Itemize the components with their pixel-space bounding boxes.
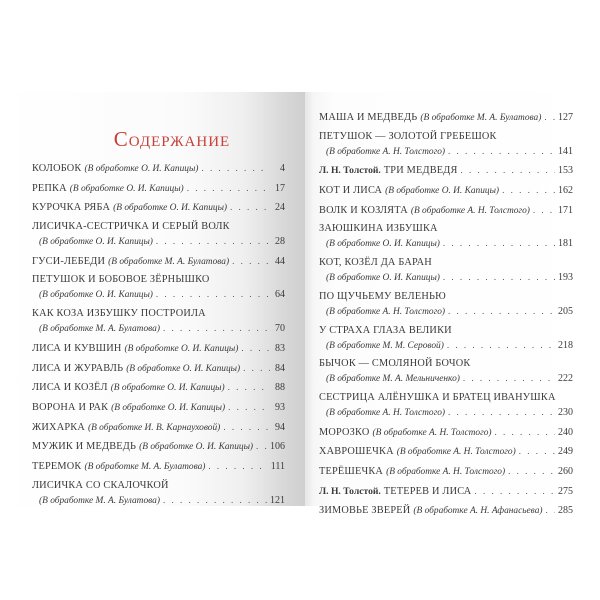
toc-line bbox=[319, 222, 573, 236]
leader-dots bbox=[508, 464, 555, 478]
toc-entry[interactable] bbox=[319, 484, 573, 499]
leader-dots bbox=[447, 338, 555, 352]
leader-dots bbox=[156, 287, 270, 301]
toc-page-number: 4 bbox=[280, 163, 285, 174]
toc-entry[interactable] bbox=[319, 222, 573, 251]
toc-page-number: 162 bbox=[558, 185, 573, 197]
toc-entry[interactable] bbox=[32, 181, 285, 196]
toc-line bbox=[319, 256, 573, 270]
toc-title: ТЕТЕРЕВ И ЛИСА bbox=[383, 485, 472, 497]
toc-entry[interactable] bbox=[319, 503, 573, 518]
toc-adapted: (В обработке М. М. Серовой) bbox=[326, 340, 444, 351]
toc-page-number: 94 bbox=[275, 421, 285, 433]
toc-adapted: (В обработке О. И. Капицы) bbox=[110, 383, 225, 394]
leader-dots bbox=[228, 380, 270, 394]
toc-title: ВОРОНА И РАК bbox=[32, 401, 109, 413]
leader-dots bbox=[232, 254, 270, 268]
leader-dots bbox=[443, 270, 555, 284]
toc-title: МОРОЗКО bbox=[319, 426, 370, 438]
toc-adapted: (В обработке М. А. Булатова) bbox=[84, 461, 206, 472]
toc-entry[interactable] bbox=[32, 361, 285, 376]
toc-line bbox=[32, 341, 285, 356]
toc-adapted: (В обработке М. А. Булатова) bbox=[420, 113, 542, 123]
toc-page-number: 106 bbox=[270, 441, 285, 453]
toc-line bbox=[319, 163, 573, 178]
toc-title: КАК КОЗА ИЗБУШКУ ПОСТРОИЛА bbox=[32, 308, 206, 320]
toc-title: КОЛОБОК bbox=[32, 163, 82, 174]
toc-adapted: (В обработке А. Н. Толстого) bbox=[396, 447, 516, 458]
leader-dots bbox=[461, 163, 555, 177]
toc-adapted: (В обработке О. И. Капицы) bbox=[39, 290, 153, 301]
leader-dots bbox=[156, 234, 270, 248]
toc-page-number: 249 bbox=[558, 446, 573, 458]
leader-dots bbox=[546, 503, 556, 517]
leader-dots bbox=[223, 420, 270, 434]
toc-title: КОТ И ЛИСА bbox=[319, 185, 383, 197]
toc-line bbox=[319, 144, 573, 159]
toc-line bbox=[32, 493, 285, 508]
toc-page-number: 84 bbox=[275, 362, 285, 374]
toc-adapted: (В обработке М. А. Булатова) bbox=[108, 256, 230, 267]
leader-dots bbox=[241, 341, 270, 355]
toc-entry[interactable] bbox=[319, 256, 573, 285]
toc-entry[interactable] bbox=[32, 479, 285, 508]
toc-page-number: 230 bbox=[558, 406, 573, 418]
toc-adapted: (В обработке А. Н. Толстого) bbox=[410, 205, 530, 216]
toc-adapted: (В обработке М. А. Мельниченко) bbox=[326, 374, 460, 385]
leader-dots bbox=[187, 181, 270, 195]
toc-line bbox=[32, 459, 285, 474]
toc-page-number: 275 bbox=[558, 485, 573, 497]
toc-adapted: (В обработке М. А. Булатова) bbox=[39, 324, 160, 335]
toc-line bbox=[319, 371, 573, 386]
toc-adapted: (В обработке А. Н. Толстого) bbox=[326, 146, 446, 157]
leader-dots bbox=[502, 183, 555, 197]
leader-dots bbox=[533, 203, 555, 217]
toc-title: ХАВРОШЕЧКА bbox=[319, 446, 394, 458]
toc-adapted: (В обработке О. И. Капицы) bbox=[126, 363, 241, 374]
leader-dots bbox=[448, 144, 555, 158]
toc-entry[interactable] bbox=[32, 439, 285, 454]
toc-entry[interactable] bbox=[32, 341, 285, 356]
toc-line bbox=[319, 324, 573, 338]
toc-list-right bbox=[319, 110, 573, 523]
toc-line bbox=[32, 200, 285, 215]
leader-dots bbox=[544, 110, 555, 124]
right-page bbox=[305, 92, 600, 517]
toc-title: ЛИСА И ЖУРАВЛЬ bbox=[32, 362, 124, 374]
toc-line bbox=[32, 234, 285, 249]
toc-title: РЕПКА bbox=[32, 182, 67, 194]
leader-dots bbox=[201, 161, 270, 175]
toc-title: ВОЛК И КОЗЛЯТА bbox=[319, 204, 408, 216]
toc-line bbox=[32, 420, 285, 435]
toc-adapted: (В обработке О. И. Капицы) bbox=[84, 164, 199, 174]
toc-adapted: (В обработке О. И. Капицы) bbox=[39, 237, 153, 248]
toc-entry[interactable] bbox=[319, 425, 573, 440]
toc-title: ЛИСА И КУВШИН bbox=[32, 342, 122, 354]
toc-author: Л. Н. Толстой. bbox=[319, 485, 381, 497]
toc-page-number: 111 bbox=[270, 460, 285, 472]
toc-line bbox=[32, 321, 285, 336]
left-page bbox=[0, 92, 305, 506]
toc-page-number: 285 bbox=[558, 505, 573, 517]
toc-line bbox=[319, 357, 573, 371]
toc-entry[interactable] bbox=[319, 130, 573, 159]
toc-list-left bbox=[32, 161, 285, 512]
leader-dots bbox=[243, 361, 270, 375]
toc-line bbox=[32, 380, 285, 395]
leader-dots bbox=[230, 200, 270, 214]
toc-line bbox=[32, 220, 285, 234]
leader-dots bbox=[474, 484, 555, 498]
toc-adapted: (В обработке А. Н. Толстого) bbox=[326, 306, 446, 317]
toc-line bbox=[319, 391, 573, 405]
toc-entry[interactable] bbox=[32, 380, 285, 395]
toc-line bbox=[32, 181, 285, 196]
toc-title: ГУСИ-ЛЕБЕДИ bbox=[32, 255, 106, 267]
toc-adapted: (В обработке А. Н. Толстого) bbox=[326, 407, 446, 418]
toc-page-number: 64 bbox=[275, 289, 285, 301]
toc-page-number: 171 bbox=[558, 204, 573, 216]
toc-line bbox=[32, 400, 285, 415]
toc-adapted: (В обработке А. Н. Афанасьева) bbox=[413, 506, 543, 517]
toc-title: ЗАЮШКИНА ИЗБУШКА bbox=[319, 223, 438, 235]
toc-title: ТЕРЁШЕЧКА bbox=[319, 465, 384, 477]
toc-title: ПО ЩУЧЬЕМУ ВЕЛЕНЬЮ bbox=[319, 290, 446, 302]
toc-entry[interactable] bbox=[319, 464, 573, 479]
toc-line bbox=[32, 161, 285, 176]
toc-title: ЛИСА И КОЗЁЛ bbox=[32, 382, 108, 394]
page-title: Содержание bbox=[113, 127, 231, 151]
toc-entry[interactable] bbox=[32, 161, 285, 176]
toc-title: КУРОЧКА РЯБА bbox=[32, 202, 111, 214]
toc-adapted: (В обработке О. И. Капицы) bbox=[326, 239, 440, 250]
toc-page-number: 127 bbox=[558, 112, 573, 123]
leader-dots bbox=[208, 459, 267, 473]
toc-adapted: (В обработке А. Н. Толстого) bbox=[372, 427, 492, 438]
toc-entry[interactable] bbox=[32, 420, 285, 435]
toc-title: ПЕТУШОК — ЗОЛОТОЙ ГРЕБЕШОК bbox=[319, 130, 497, 142]
toc-line bbox=[32, 254, 285, 269]
toc-title: БЫЧОК — СМОЛЯНОЙ БОЧОК bbox=[319, 358, 471, 370]
toc-line bbox=[32, 307, 285, 321]
toc-page-number: 240 bbox=[558, 426, 573, 438]
leader-dots bbox=[448, 304, 555, 318]
toc-line bbox=[319, 130, 573, 144]
toc-line bbox=[319, 425, 573, 440]
toc-adapted: (В обработке О. И. Капицы) bbox=[139, 442, 254, 453]
book-spread bbox=[0, 92, 600, 517]
toc-title: У СТРАХА ГЛАЗА ВЕЛИКИ bbox=[319, 324, 452, 336]
leader-dots bbox=[256, 439, 267, 453]
toc-title: ЛИСИЧКА-СЕСТРИЧКА И СЕРЫЙ ВОЛК bbox=[32, 221, 230, 233]
leader-dots bbox=[163, 321, 270, 335]
toc-page-number: 260 bbox=[558, 465, 573, 477]
toc-adapted: (В обработке О. И. Капицы) bbox=[326, 273, 440, 284]
toc-entry[interactable] bbox=[32, 220, 285, 249]
toc-line bbox=[319, 484, 573, 499]
toc-line bbox=[319, 405, 573, 420]
toc-line bbox=[32, 273, 285, 287]
leader-dots bbox=[163, 493, 267, 507]
toc-page-number: 181 bbox=[558, 238, 573, 250]
toc-title: ТЕРЕМОК bbox=[32, 460, 82, 472]
toc-line bbox=[319, 444, 573, 459]
toc-adapted: (В обработке И. В. Карнауховой) bbox=[87, 422, 221, 433]
toc-adapted: (В обработке О. И. Капицы) bbox=[69, 183, 184, 194]
toc-title: ЗИМОВЬЕ ЗВЕРЕЙ bbox=[319, 505, 411, 517]
toc-entry[interactable] bbox=[319, 444, 573, 459]
toc-entry[interactable] bbox=[319, 324, 573, 353]
toc-entry[interactable] bbox=[319, 357, 573, 386]
toc-line bbox=[319, 503, 573, 518]
toc-title: СЕСТРИЦА АЛЁНУШКА И БРАТЕЦ ИВАНУШКА bbox=[319, 391, 556, 403]
toc-title: ТРИ МЕДВЕДЯ bbox=[383, 165, 458, 177]
toc-page-number: 205 bbox=[558, 305, 573, 317]
toc-adapted: (В обработке О. И. Капицы) bbox=[111, 402, 226, 413]
toc-title: ЛИСИЧКА СО СКАЛОЧКОЙ bbox=[32, 479, 169, 491]
toc-entry[interactable] bbox=[32, 459, 285, 474]
toc-entry[interactable] bbox=[319, 203, 573, 218]
toc-page-number: 70 bbox=[275, 323, 285, 335]
toc-line bbox=[319, 464, 573, 479]
toc-line bbox=[319, 236, 573, 251]
leader-dots bbox=[448, 405, 555, 419]
toc-title: ЖИХАРКА bbox=[32, 421, 85, 433]
toc-adapted: (В обработке М. А. Булатова) bbox=[39, 495, 160, 506]
toc-entry[interactable] bbox=[319, 163, 573, 178]
toc-entry[interactable] bbox=[32, 273, 285, 302]
toc-entry[interactable] bbox=[32, 254, 285, 269]
leader-dots bbox=[463, 371, 555, 385]
toc-line bbox=[32, 287, 285, 302]
toc-adapted: (В обработке А. Н. Толстого) bbox=[386, 466, 506, 477]
toc-entry[interactable] bbox=[32, 307, 285, 336]
toc-author: Л. Н. Толстой. bbox=[319, 165, 381, 177]
toc-entry[interactable] bbox=[32, 400, 285, 415]
toc-entry[interactable] bbox=[319, 110, 573, 125]
toc-line bbox=[32, 479, 285, 493]
toc-page-number: 193 bbox=[558, 272, 573, 284]
toc-title: ПЕТУШОК И БОБОВОЕ ЗЁРНЫШКО bbox=[32, 274, 210, 286]
toc-page-number: 121 bbox=[270, 494, 285, 506]
toc-page-number: 141 bbox=[558, 145, 573, 157]
toc-entry[interactable] bbox=[319, 391, 573, 420]
leader-dots bbox=[443, 236, 555, 250]
toc-title: МАША И МЕДВЕДЬ bbox=[319, 112, 418, 123]
toc-page-number: 218 bbox=[558, 339, 573, 351]
leader-dots bbox=[228, 400, 270, 414]
toc-entry[interactable] bbox=[319, 290, 573, 319]
leader-dots bbox=[495, 425, 555, 439]
toc-line bbox=[319, 270, 573, 285]
toc-adapted: (В обработке О. И. Капицы) bbox=[385, 186, 500, 197]
toc-line bbox=[32, 439, 285, 454]
toc-page-number: 88 bbox=[275, 382, 285, 394]
toc-title: КОТ, КОЗЁЛ ДА БАРАН bbox=[319, 257, 432, 269]
toc-line bbox=[319, 110, 573, 125]
toc-line bbox=[319, 183, 573, 198]
toc-page-number: 93 bbox=[275, 401, 285, 413]
toc-line bbox=[319, 290, 573, 304]
toc-adapted: (В обработке О. И. Капицы) bbox=[124, 343, 239, 354]
toc-line bbox=[319, 203, 573, 218]
toc-page-number: 28 bbox=[275, 236, 285, 248]
toc-page-number: 222 bbox=[558, 373, 573, 385]
toc-page-number: 24 bbox=[275, 202, 285, 214]
leader-dots bbox=[519, 444, 555, 458]
toc-adapted: (В обработке О. И. Капицы) bbox=[113, 203, 228, 214]
toc-line bbox=[319, 338, 573, 353]
toc-page-number: 153 bbox=[558, 165, 573, 177]
toc-entry[interactable] bbox=[319, 183, 573, 198]
toc-line bbox=[319, 304, 573, 319]
toc-line bbox=[32, 361, 285, 376]
toc-page-number: 83 bbox=[275, 342, 285, 354]
toc-entry[interactable] bbox=[32, 200, 285, 215]
toc-title: МУЖИК И МЕДВЕДЬ bbox=[32, 441, 137, 453]
toc-page-number: 44 bbox=[275, 255, 285, 267]
toc-page-number: 17 bbox=[275, 182, 285, 194]
